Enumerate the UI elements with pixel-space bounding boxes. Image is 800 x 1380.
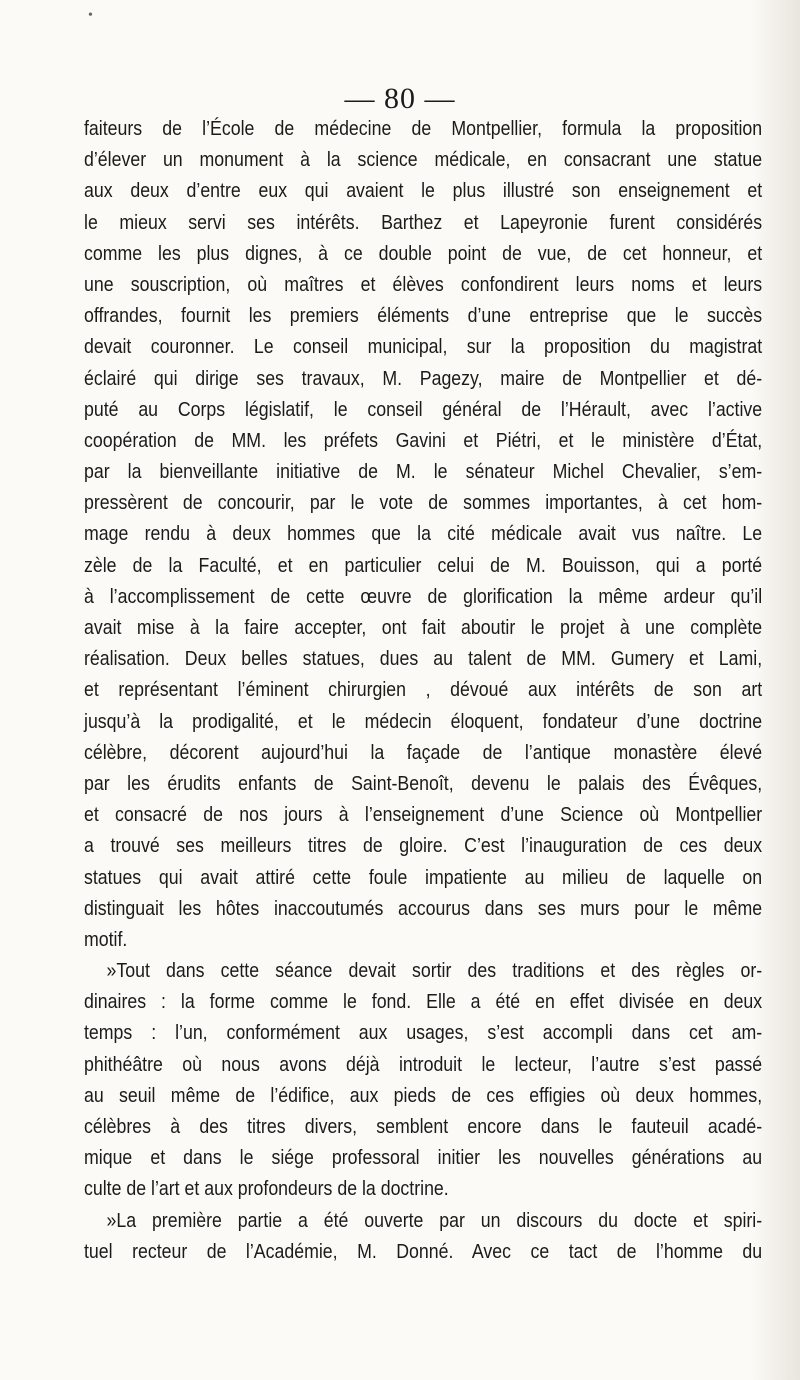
text-line: éclairé qui dirige ses travaux, M. Pagezy, maire de Montpellier et dé-: [84, 366, 763, 390]
text-line: aux deux d’entre eux qui avaient le plus illustré son enseignement et: [84, 179, 763, 203]
page-number: — 80 —: [344, 82, 456, 115]
text-line: et représentant l’éminent chirurgien , dévoué aux intérêts de son art: [84, 678, 763, 702]
text-line: culte de l’art et aux profondeurs de la doctrine.: [84, 1177, 449, 1201]
text-line: pressèrent de concourir, par le vote de sommes importantes, à cet hom-: [84, 491, 763, 515]
text-line: offrandes, fournit les premiers éléments d’une entreprise que le succès: [84, 304, 763, 328]
text-line: par la bienveillante initiative de M. le sénateur Michel Chevalier, s’em-: [84, 460, 763, 484]
text-line: réalisation. Deux belles statues, dues au talent de MM. Gumery et Lami,: [84, 647, 763, 671]
text-line: mique et dans le siége professoral initier les nouvelles générations au: [84, 1146, 763, 1170]
text-line: au seuil même de l’édifice, aux pieds de ces effigies où deux hommes,: [84, 1083, 763, 1107]
text-line: zèle de la Faculté, et en particulier celui de M. Bouisson, qui a porté: [84, 553, 763, 577]
text-line: avait mise à la faire accepter, ont fait aboutir le projet à une complète: [84, 616, 763, 639]
text-line: devait couronner. Le conseil municipal, sur la proposition du magistrat: [84, 335, 763, 359]
text-line: à l’accomplissement de cette œuvre de glorification la même ardeur qu’il: [84, 584, 763, 608]
text-line: le mieux servi ses intérêts. Barthez et Lapeyronie furent considérés: [84, 210, 763, 234]
text-line: dinaires : la forme comme le fond. Elle a été en effet divisée en deux: [84, 990, 763, 1014]
text-line: »La première partie a été ouverte par un discours du docte et spiri-: [106, 1208, 763, 1232]
ink-speck: •: [88, 8, 93, 23]
text-line: motif.: [84, 927, 128, 951]
text-line: célèbre, décorent aujourd’hui la façade de l’antique monastère élevé: [84, 740, 763, 764]
text-line: temps : l’un, conformément aux usages, s’est accompli dans cet am-: [84, 1021, 763, 1045]
text-line: distinguait les hôtes inaccoutumés accourus dans ses murs pour le même: [84, 896, 763, 920]
text-line: comme les plus dignes, à ce double point de vue, de cet honneur, et: [84, 241, 763, 265]
text-line: coopération de MM. les préfets Gavini et Piétri, et le ministère d’État,: [84, 428, 763, 452]
text-line: par les érudits enfants de Saint-Benoît, devenu le palais des Évêques,: [84, 771, 763, 795]
text-line: »Tout dans cette séance devait sortir des traditions et des règles or-: [106, 959, 763, 983]
text-line: a trouvé ses meilleurs titres de gloire. C’est l’inauguration de ces deux: [84, 834, 763, 858]
text-line: faiteurs de l’École de médecine de Montpellier, formula la proposition: [84, 117, 763, 140]
text-line: et consacré de nos jours à l’enseignement d’une Science où Montpellier: [84, 803, 763, 827]
text-line: statues qui avait attiré cette foule impatiente au milieu de laquelle on: [84, 865, 763, 889]
text-line: mage rendu à deux hommes que la cité médicale avait vus naître. Le: [84, 522, 763, 546]
text-line: jusqu’à la prodigalité, et le médecin éloquent, fondateur d’une doctrine: [84, 709, 763, 733]
text-line: puté au Corps législatif, le conseil général de l’Hérault, avec l’active: [84, 397, 763, 421]
text-line: phithéâtre où nous avons déjà introduit le lecteur, l’autre s’est passé: [84, 1052, 763, 1076]
text-line: célèbres à des titres divers, semblent encore dans le fauteuil acadé-: [84, 1115, 763, 1138]
text-line: une souscription, où maîtres et élèves confondirent leurs noms et leurs: [84, 272, 763, 296]
body-text: [84, 113, 762, 1267]
text-line: d’élever un monument à la science médicale, en consacrant une statue: [84, 148, 763, 172]
text-line: tuel recteur de l’Académie, M. Donné. Avec ce tact de l’homme du: [84, 1239, 763, 1263]
